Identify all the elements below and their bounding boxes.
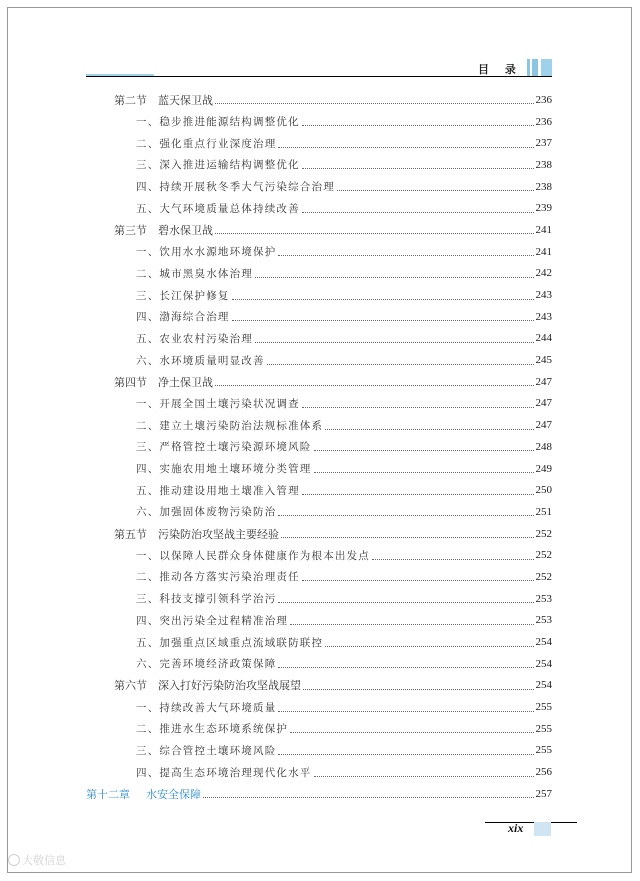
toc-entry-label	[136, 656, 276, 671]
toc-item-row[interactable]	[114, 566, 552, 588]
toc-entry-label	[136, 504, 276, 519]
toc-entry-label	[136, 483, 300, 498]
toc-entry-label	[136, 353, 265, 368]
toc-entry-number: 第六节	[114, 679, 147, 693]
toc-leader-dots	[255, 342, 534, 343]
toc-entry-title: 一、饮用水水源地环境保护	[136, 246, 277, 259]
toc-entry-number: 第三节	[114, 223, 147, 237]
toc-entry-label	[136, 743, 276, 758]
toc-item-row[interactable]	[114, 631, 552, 653]
toc-item-row[interactable]	[114, 696, 552, 718]
toc-entry-title: 五、大气环境质量总体持续改善	[136, 202, 300, 215]
toc-page-number: 236	[535, 93, 552, 106]
toc-entry-title: 二、强化重点行业深度治理	[136, 137, 277, 150]
toc-section-row[interactable]	[114, 675, 552, 697]
toc-entry-number: 第二节	[114, 93, 147, 107]
toc-page-number: 254	[535, 657, 552, 670]
toc-entry-title: 净土保卫战	[158, 375, 213, 389]
toc-leader-dots	[278, 667, 533, 668]
toc-leader-dots	[302, 125, 534, 126]
toc-leader-dots	[215, 385, 534, 386]
toc-page-number: 255	[535, 722, 552, 735]
toc-entry-title: 四、提高生态环境治理现代化水平	[136, 766, 312, 779]
toc-page-number: 248	[535, 440, 552, 453]
toc-entry-title: 二、推进水生态环境系统保护	[136, 723, 289, 736]
toc-entry-label	[114, 222, 213, 238]
toc-entry-label	[136, 418, 323, 433]
toc-entry-label	[114, 374, 213, 390]
toc-page-number: 238	[535, 158, 552, 171]
toc-item-row[interactable]	[114, 436, 552, 458]
toc-entry-label	[136, 157, 300, 172]
header-decor-block	[541, 59, 552, 76]
toc-leader-dots	[278, 754, 533, 755]
toc-entry-title: 二、推动各方落实污染治理责任	[136, 571, 300, 584]
toc-item-row[interactable]	[114, 501, 552, 523]
toc-leader-dots	[314, 776, 534, 777]
toc-page-number: 245	[535, 354, 552, 367]
toc-entry-label	[136, 721, 288, 736]
toc-entry-label	[136, 309, 230, 324]
toc-entry-label	[136, 439, 312, 454]
toc-entry-title: 四、持续开展秋冬季大气污染综合治理	[136, 181, 335, 194]
toc-page-number: 251	[535, 505, 552, 518]
toc-entry-label	[136, 461, 312, 476]
toc-page-number: 243	[535, 289, 552, 302]
toc-page-number: 239	[535, 202, 552, 215]
toc-entry-title: 一、以保障人民群众身体健康作为根本出发点	[136, 549, 370, 562]
toc-item-row[interactable]	[114, 306, 552, 328]
toc-leader-dots	[302, 168, 534, 169]
toc-entry-label	[136, 201, 300, 216]
toc-page-number: 255	[535, 744, 552, 757]
toc-entry-title: 三、综合管控土壤环境风险	[136, 744, 277, 757]
header-title: 目 录	[478, 63, 522, 76]
toc-entry-title: 三、严格管控土壤污染源环境风险	[136, 441, 312, 454]
toc-entry-title: 五、推动建设用地土壤准入管理	[136, 484, 300, 497]
toc-page-number: 244	[535, 332, 552, 345]
toc-item-row[interactable]	[114, 761, 552, 783]
toc-section-row[interactable]	[114, 89, 552, 111]
toc-entry-title: 四、渤海综合治理	[136, 311, 230, 324]
toc-item-row[interactable]	[114, 610, 552, 632]
toc-entry-label	[136, 591, 276, 606]
toc-page-number: 241	[535, 223, 552, 236]
toc-entry-label	[136, 765, 312, 780]
watermark-text: 大敬信息	[22, 854, 66, 867]
toc-entry-title: 三、深入推进运输结构调整优化	[136, 159, 300, 172]
toc-leader-dots	[232, 299, 534, 300]
toc-item-row[interactable]	[114, 197, 552, 219]
toc-item-row[interactable]	[114, 263, 552, 285]
watermark-logo-icon	[8, 854, 20, 866]
toc-leader-dots	[278, 515, 533, 516]
toc-entry-title: 二、城市黑臭水体治理	[136, 267, 253, 280]
toc-leader-dots	[314, 450, 534, 451]
toc-item-row[interactable]	[114, 458, 552, 480]
toc-entry-title: 一、稳步推进能源结构调整优化	[136, 116, 300, 129]
toc-leader-dots	[215, 233, 534, 234]
toc-page-number: 253	[535, 592, 552, 605]
toc-leader-dots	[290, 732, 533, 733]
toc-entry-label	[114, 526, 279, 542]
toc-entry-title: 三、科技支撑引领科学治污	[136, 593, 277, 606]
toc-page-number: 237	[535, 137, 552, 150]
toc-page-number: 257	[535, 787, 552, 800]
toc-leader-dots	[281, 537, 534, 538]
toc-entry-title: 一、持续改善大气环境质量	[136, 701, 277, 714]
toc-page-number: 255	[535, 701, 552, 714]
toc-entry-label	[136, 136, 276, 151]
toc-page-number: 249	[535, 462, 552, 475]
toc-entry-title: 二、建立土壤污染防治法规标准体系	[136, 419, 324, 432]
toc-entry-number: 第五节	[114, 527, 147, 541]
toc-page-number: 254	[535, 679, 552, 692]
header-decor-block	[527, 59, 530, 76]
toc-leader-dots	[372, 559, 534, 560]
toc-entry-title: 四、实施农用地土壤环境分类管理	[136, 463, 312, 476]
toc-item-row[interactable]	[114, 111, 552, 133]
toc-leader-dots	[302, 580, 534, 581]
toc-entry-label	[136, 244, 276, 259]
header-decor-block	[532, 59, 538, 76]
toc-entry-title: 三、长江保护修复	[136, 289, 230, 302]
toc-entry-title: 五、加强重点区域重点流域联防联控	[136, 636, 324, 649]
toc-item-row[interactable]	[114, 328, 552, 350]
toc-leader-dots	[278, 255, 533, 256]
toc-item-row[interactable]	[114, 154, 552, 176]
toc-section-row[interactable]	[114, 371, 552, 393]
toc-entry-label	[136, 179, 335, 194]
toc-leader-dots	[314, 472, 534, 473]
toc-entry-label	[136, 396, 300, 411]
toc-leader-dots	[278, 602, 533, 603]
toc-leader-dots	[215, 103, 534, 104]
toc-item-row[interactable]	[114, 176, 552, 198]
footer-rule	[485, 822, 577, 823]
toc-leader-dots	[303, 689, 534, 690]
toc-entry-label	[136, 288, 230, 303]
toc-page-number: 236	[535, 115, 552, 128]
toc-entry-label	[136, 569, 300, 584]
toc-entry-title: 蓝天保卫战	[158, 93, 213, 107]
toc-entry-number: 第四节	[114, 375, 147, 389]
toc-entry-title: 深入打好污染防治攻坚战展望	[158, 679, 301, 693]
toc-entry-label	[114, 92, 213, 108]
toc-entry-title: 六、加强固体废物污染防治	[136, 506, 277, 519]
toc-leader-dots	[203, 797, 534, 798]
toc-item-row[interactable]	[114, 588, 552, 610]
toc-entry-title: 碧水保卫战	[158, 223, 213, 237]
watermark	[8, 852, 66, 868]
toc-entry-label	[86, 786, 201, 802]
toc-leader-dots	[302, 494, 534, 495]
toc-leader-dots	[255, 277, 534, 278]
footer-decor-block	[534, 822, 551, 836]
toc-entry-label	[136, 548, 370, 563]
toc-section-row[interactable]	[114, 219, 552, 241]
toc-entry-label	[136, 331, 253, 346]
toc-page-number: 254	[535, 636, 552, 649]
toc-page-number: 247	[535, 397, 552, 410]
toc-page-number: 256	[535, 766, 552, 779]
toc-item-row[interactable]	[114, 132, 552, 154]
toc-entry-label	[136, 114, 300, 129]
toc-item-row[interactable]	[114, 718, 552, 740]
toc-entry-label	[136, 700, 276, 715]
toc-item-row[interactable]	[114, 740, 552, 762]
toc-leader-dots	[337, 190, 534, 191]
toc-entry-title: 污染防治攻坚战主要经验	[158, 527, 279, 541]
toc-entry-label	[136, 266, 253, 281]
toc-item-row[interactable]	[114, 414, 552, 436]
toc-entry-label	[114, 677, 301, 693]
toc-page-number: 250	[535, 484, 552, 497]
toc-entry-title: 六、完善环境经济政策保障	[136, 658, 277, 671]
toc-item-row[interactable]	[114, 284, 552, 306]
toc-entry-title: 水安全保障	[146, 787, 201, 801]
toc-item-row[interactable]	[114, 479, 552, 501]
toc-entry-label	[136, 613, 288, 628]
toc-item-row[interactable]	[114, 349, 552, 371]
toc-page-number: 253	[535, 614, 552, 627]
toc-leader-dots	[267, 364, 534, 365]
toc-page-number: 252	[535, 527, 552, 540]
toc-leader-dots	[302, 407, 534, 408]
toc-entry-title: 四、突出污染全过程精准治理	[136, 614, 289, 627]
toc-entry-title: 五、农业农村污染治理	[136, 332, 253, 345]
toc-leader-dots	[302, 212, 534, 213]
toc-page-number: 252	[535, 549, 552, 562]
toc-item-row[interactable]	[114, 544, 552, 566]
toc-item-row[interactable]	[114, 653, 552, 675]
toc-item-row[interactable]	[114, 241, 552, 263]
toc-leader-dots	[325, 429, 533, 430]
toc-item-row[interactable]	[114, 393, 552, 415]
toc-page-number: 241	[535, 245, 552, 258]
toc-leader-dots	[325, 646, 533, 647]
toc-page-number: 247	[535, 419, 552, 432]
toc-leader-dots	[290, 624, 533, 625]
toc-leader-dots	[232, 320, 534, 321]
toc-chapter-row[interactable]	[86, 783, 552, 805]
toc-page-number: 247	[535, 375, 552, 388]
toc-page-number: 252	[535, 570, 552, 583]
toc-page-number: 238	[535, 180, 552, 193]
toc-leader-dots	[278, 711, 533, 712]
footer-page-number: xix	[508, 821, 524, 835]
toc-page-number: 243	[535, 310, 552, 323]
toc-entry-number: 第十二章	[86, 787, 130, 801]
toc-entry-label	[136, 635, 323, 650]
toc-entry-title: 一、开展全国土壤污染状况调查	[136, 397, 300, 410]
toc-entry-title: 六、水环境质量明显改善	[136, 354, 265, 367]
toc-leader-dots	[278, 147, 533, 148]
toc-page-number: 242	[535, 267, 552, 280]
table-of-contents	[86, 89, 552, 805]
toc-section-row[interactable]	[114, 523, 552, 545]
